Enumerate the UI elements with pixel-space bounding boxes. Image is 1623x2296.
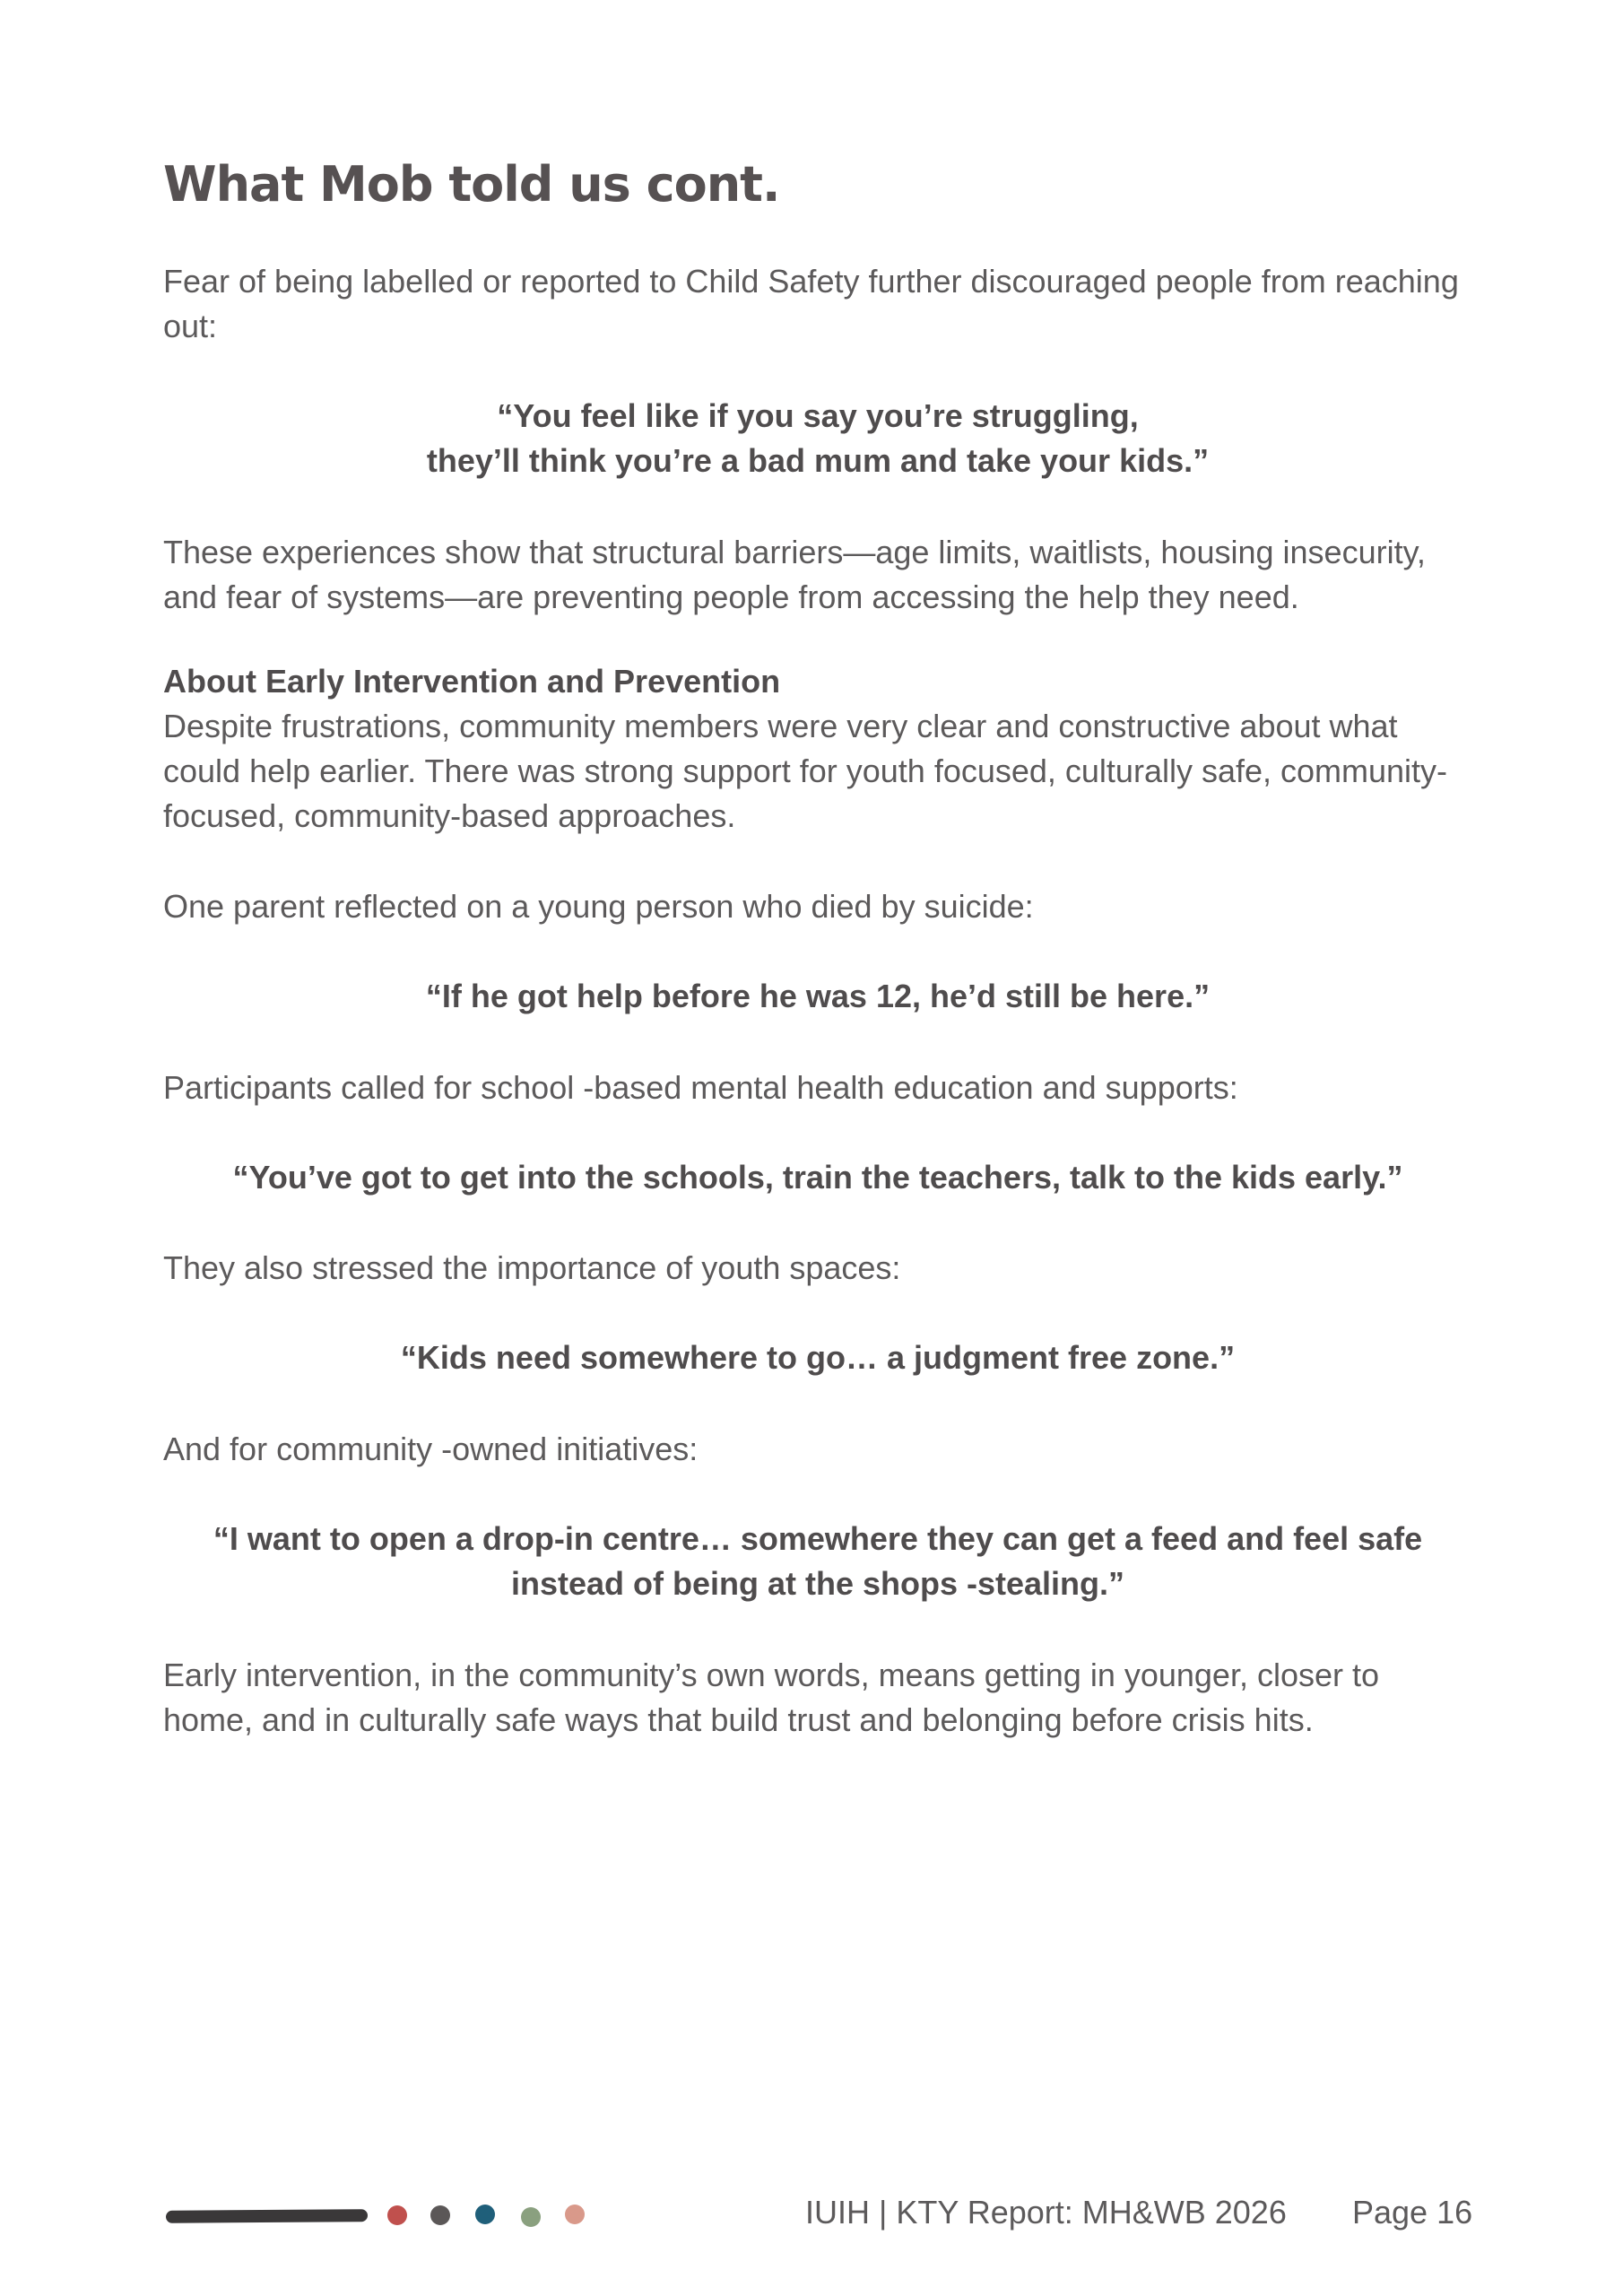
quote-judgment-free-zone: “Kids need somewhere to go… a judgment free zone.” [400, 1339, 1236, 1376]
quote-line: “I want to open a drop-in centre… somewhere they can get a feed and feel safe [213, 1520, 1423, 1557]
paragraph-community-support: Despite frustrations, community members were very clear and constructive about what could help earlier. There was strong support for youth focused, culturally safe, community-focused, community-based approaches. [163, 708, 1448, 834]
footer-dot [475, 2205, 495, 2224]
quote-struggling [163, 394, 1472, 483]
quote-line: “You feel like if you say you’re struggling, [497, 397, 1139, 434]
page-title: What Mob told us cont. [163, 156, 780, 213]
paragraph-community-owned: And for community -owned initiatives: [163, 1431, 699, 1467]
section-early-intervention [163, 659, 1472, 839]
quote-help-before-twelve: “If he got help before he was 12, he’d still be here.” [425, 978, 1211, 1014]
brush-stroke-decoration [166, 2209, 368, 2223]
footer-dot [565, 2205, 585, 2224]
quote-drop-in-centre [163, 1517, 1472, 1606]
section-subheading: About Early Intervention and Prevention [163, 663, 781, 700]
footer-dot [387, 2205, 407, 2225]
footer-dot [521, 2207, 541, 2227]
paragraph-youth-spaces: They also stressed the importance of youth spaces: [163, 1249, 901, 1286]
paragraph-parent-reflection: One parent reflected on a young person who died by suicide: [163, 888, 1034, 925]
footer-report-label: IUIH | KTY Report: MH&WB 2026 [805, 2194, 1287, 2231]
quote-schools: “You’ve got to get into the schools, train the teachers, talk to the kids early.” [232, 1159, 1403, 1196]
quote-line: instead of being at the shops -stealing.” [510, 1565, 1125, 1602]
footer-dot [430, 2205, 450, 2225]
footer-page-number: Page 16 [1352, 2194, 1473, 2231]
paragraph-school-based: Participants called for school -based mental health education and supports: [163, 1069, 1238, 1106]
paragraph-structural-barriers: These experiences show that structural barriers—age limits, waitlists, housing insecurity, and fear of systems—are preventing people from accessing the help they need. [163, 534, 1426, 615]
paragraph-fear-of-labelling: Fear of being labelled or reported to Child Safety further discouraged people from reaching out: [163, 263, 1459, 344]
paragraph-conclusion: Early intervention, in the community’s own words, means getting in younger, closer to home, and in culturally safe ways that build trust and belonging before crisis hits. [163, 1657, 1380, 1738]
quote-line: they’ll think you’re a bad mum and take your kids.” [426, 442, 1210, 479]
